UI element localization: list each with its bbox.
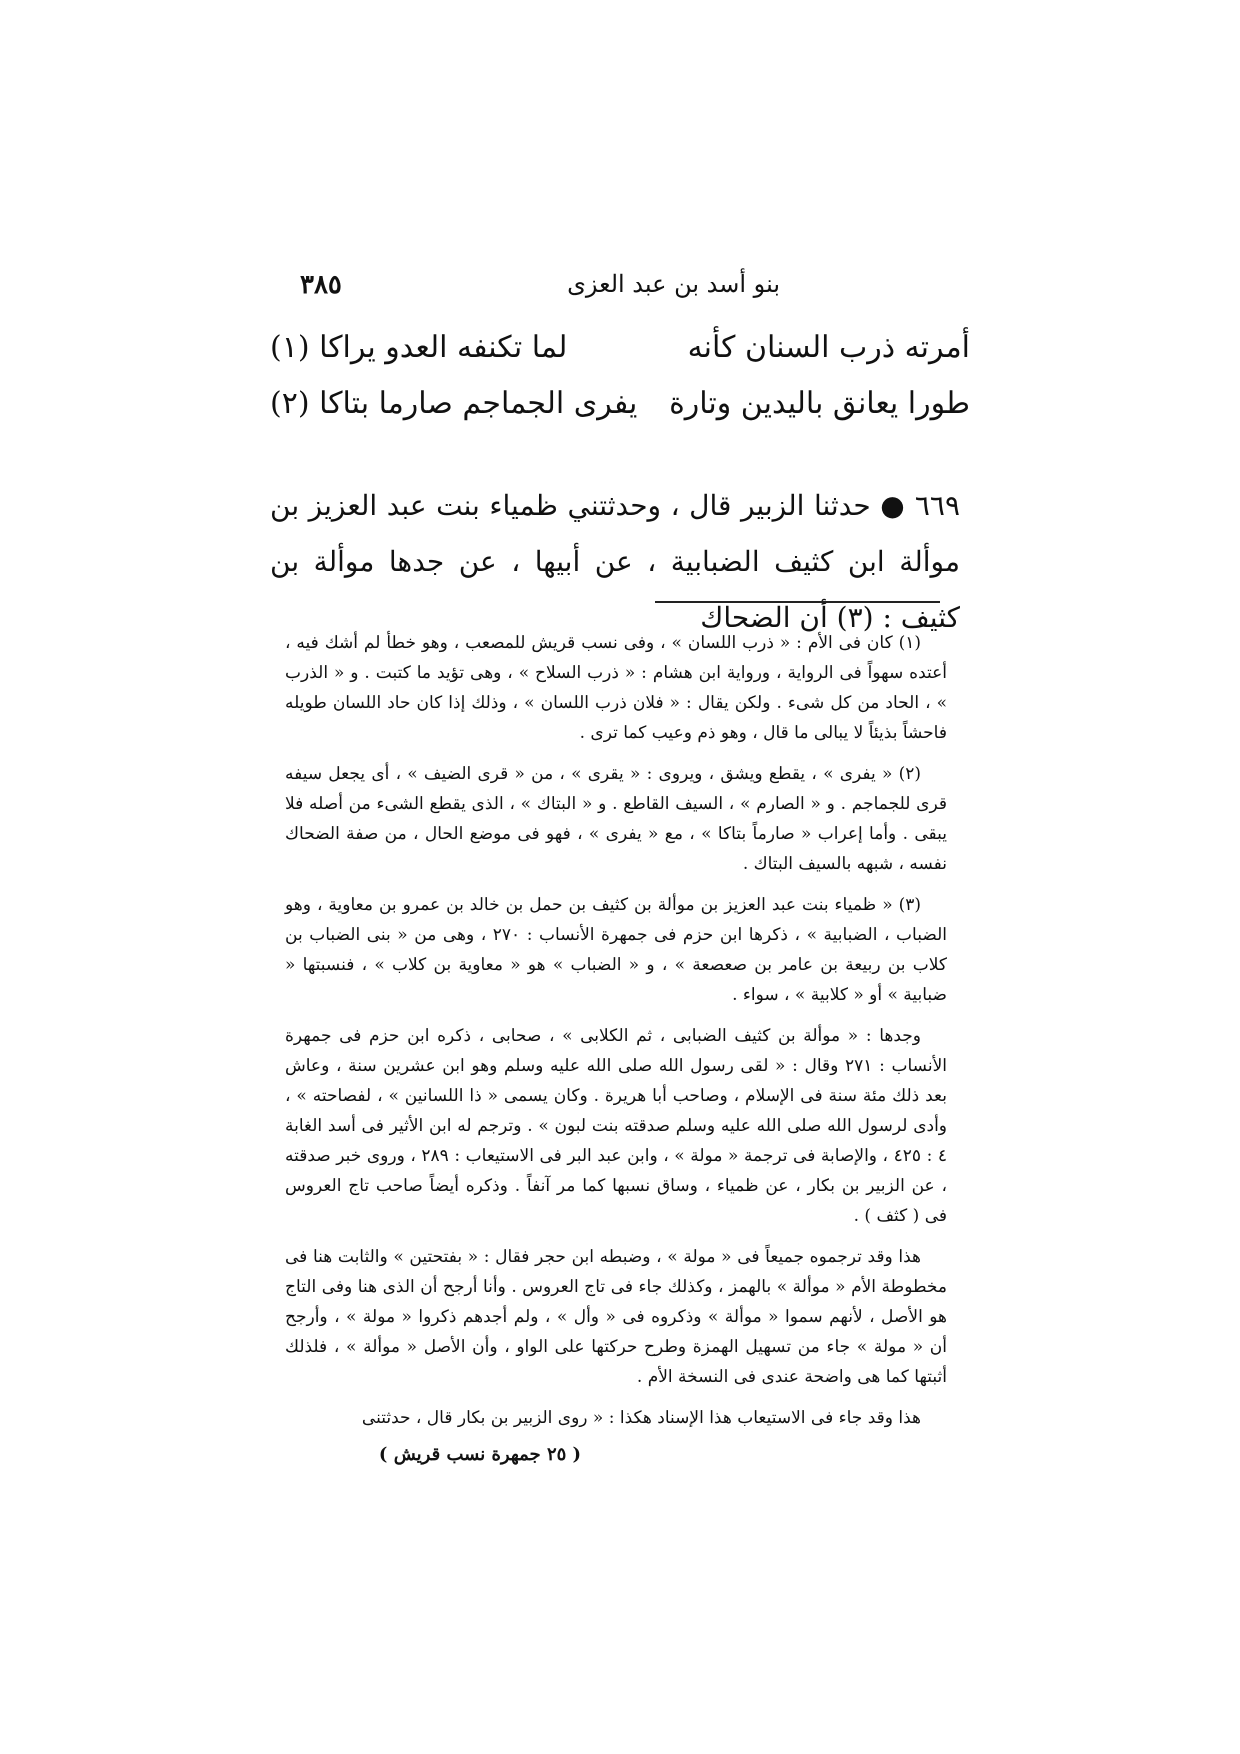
page-number: ٣٨٥ <box>300 270 342 300</box>
footnote-1: (١) كان فى الأم : « ذرب اللسان » ، وفى نسب قريش للمصعب ، وهو خطأ لم أشك فيه ، أعتده سهواً فى الرواية ، ورواية ابن هشام : « ذرب السلاح » ، وهى تؤيد ما كتبت . و « الذرب » ، الحاد من كل شىء . ولكن يقال : « فلان ذرب اللسان » ، وذلك إذا كان حاد اللسان طويله فاحشاً بذيئاً لا يبالى ما قال ، وهو ذم وعيب كما ترى . <box>285 633 947 743</box>
footnotes <box>285 628 947 1444</box>
verse-2-hemistich-1: طورا يعانق باليدين وتارة <box>669 386 970 421</box>
footnote-2: (٢) « يفرى » ، يقطع ويشق ، ويروى : « يقرى » ، من « قرى الضيف » ، أى يجعل سيفه قرى للجماجم . و « الصارم » ، السيف القاطع . و « البتاك » ، الذى يقطع الشىء من أصله فلا يبقى . وأما إعراب « صارماً بتاكا » ، مع « يفرى » ، فهو فى موضع الحال ، من صفة الضحاك نفسه ، شبهه بالسيف البتاك . <box>285 764 947 874</box>
footnote-3-remark: هذا وقد ترجموه جميعاً فى « مولة » ، وضبطه ابن حجر فقال : « بفتحتين » والثابت هنا فى مخطوطة الأم « موألة » بالهمز ، وكذلك جاء فى تاج العروس . وأنا أرجح أن الذى هنا وفى التاج هو الأصل ، لأنهم سموا « موألة » وذكروه فى « وأل » ، ولم أجدهم ذكروا « مولة » ، وأرجح أن « مولة » جاء من تسهيل الهمزة وطرح حركتها على الواو ، وأن الأصل « موألة » ، فلذلك أثبتها كما هى واضحة عندى فى النسخة الأم . <box>285 1247 947 1387</box>
gathering-signature: ( ٢٥ جمهرة نسب قريش ) <box>378 1444 582 1465</box>
verse-1-hemistich-2: لما تكنفه العدو يراكا (١) <box>270 330 568 365</box>
footnote-separator <box>655 601 940 603</box>
running-header <box>300 270 940 310</box>
verse-1-hemistich-1: أمرته ذرب السنان كأنه <box>687 330 970 365</box>
verse-line-1 <box>270 330 970 378</box>
verse-2-hemistich-2: يفرى الجماجم صارما بتاكا (٢) <box>270 386 638 421</box>
main-paragraph: ٦٦٩ ● حدثنا الزبير قال ، وحدثتني ظمياء بنت عبد العزيز بن موألة ابن كثيف الضبابية ، عن أبيها ، عن جدها موألة بن كثيف : (٣) أن الضحاك <box>270 489 960 634</box>
verse-line-2 <box>270 386 970 434</box>
footnote-3-isnad: هذا وقد جاء فى الاستيعاب هذا الإسناد هكذا : « روى الزبير بن بكار قال ، حدثتنى <box>361 1408 921 1428</box>
footnote-3-continued: وجدها : « موألة بن كثيف الضبابى ، ثم الكلابى » ، صحابى ، ذكره ابن حزم فى جمهرة الأنساب : ٢٧١ وقال : « لقى رسول الله صلى الله عليه وسلم وهو ابن عشرين سنة ، وعاش بعد ذلك مئة سنة فى الإسلام ، وصاحب أبا هريرة . وكان يسمى « ذا اللسانين » ، لفصاحته » ، وأدى لرسول الله صلى الله عليه وسلم صدقته بنت لبون » . وترجم له ابن الأثير فى أسد الغابة ٤ : ٤٢٥ ، والإصابة فى ترجمة « مولة » ، وابن عبد البر فى الاستيعاب : ٢٨٩ ، وروى خبر صدقته ، عن الزبير بن بكار ، عن ظمياء ، وساق نسبها كما مر آنفاً . وذكره أيضاً صاحب تاج العروس فى ( كثف ) . <box>285 1026 947 1226</box>
footnote-3: (٣) « ظمياء بنت عبد العزيز بن موألة بن كثيف بن حمل بن خالد بن عمرو بن معاوية ، وهو الضباب ، الضبابية » ، ذكرها ابن حزم فى جمهرة الأنساب : ٢٧٠ ، وهى من « بنى الضباب بن كلاب بن ربيعة بن عامر بن صعصعة » ، و « الضباب » هو « معاوية بن كلاب » ، فنسبتها « ضبابية » أو « كلابية » ، سواء . <box>285 895 947 1005</box>
running-title: بنو أسد بن عبد العزى <box>567 270 780 298</box>
